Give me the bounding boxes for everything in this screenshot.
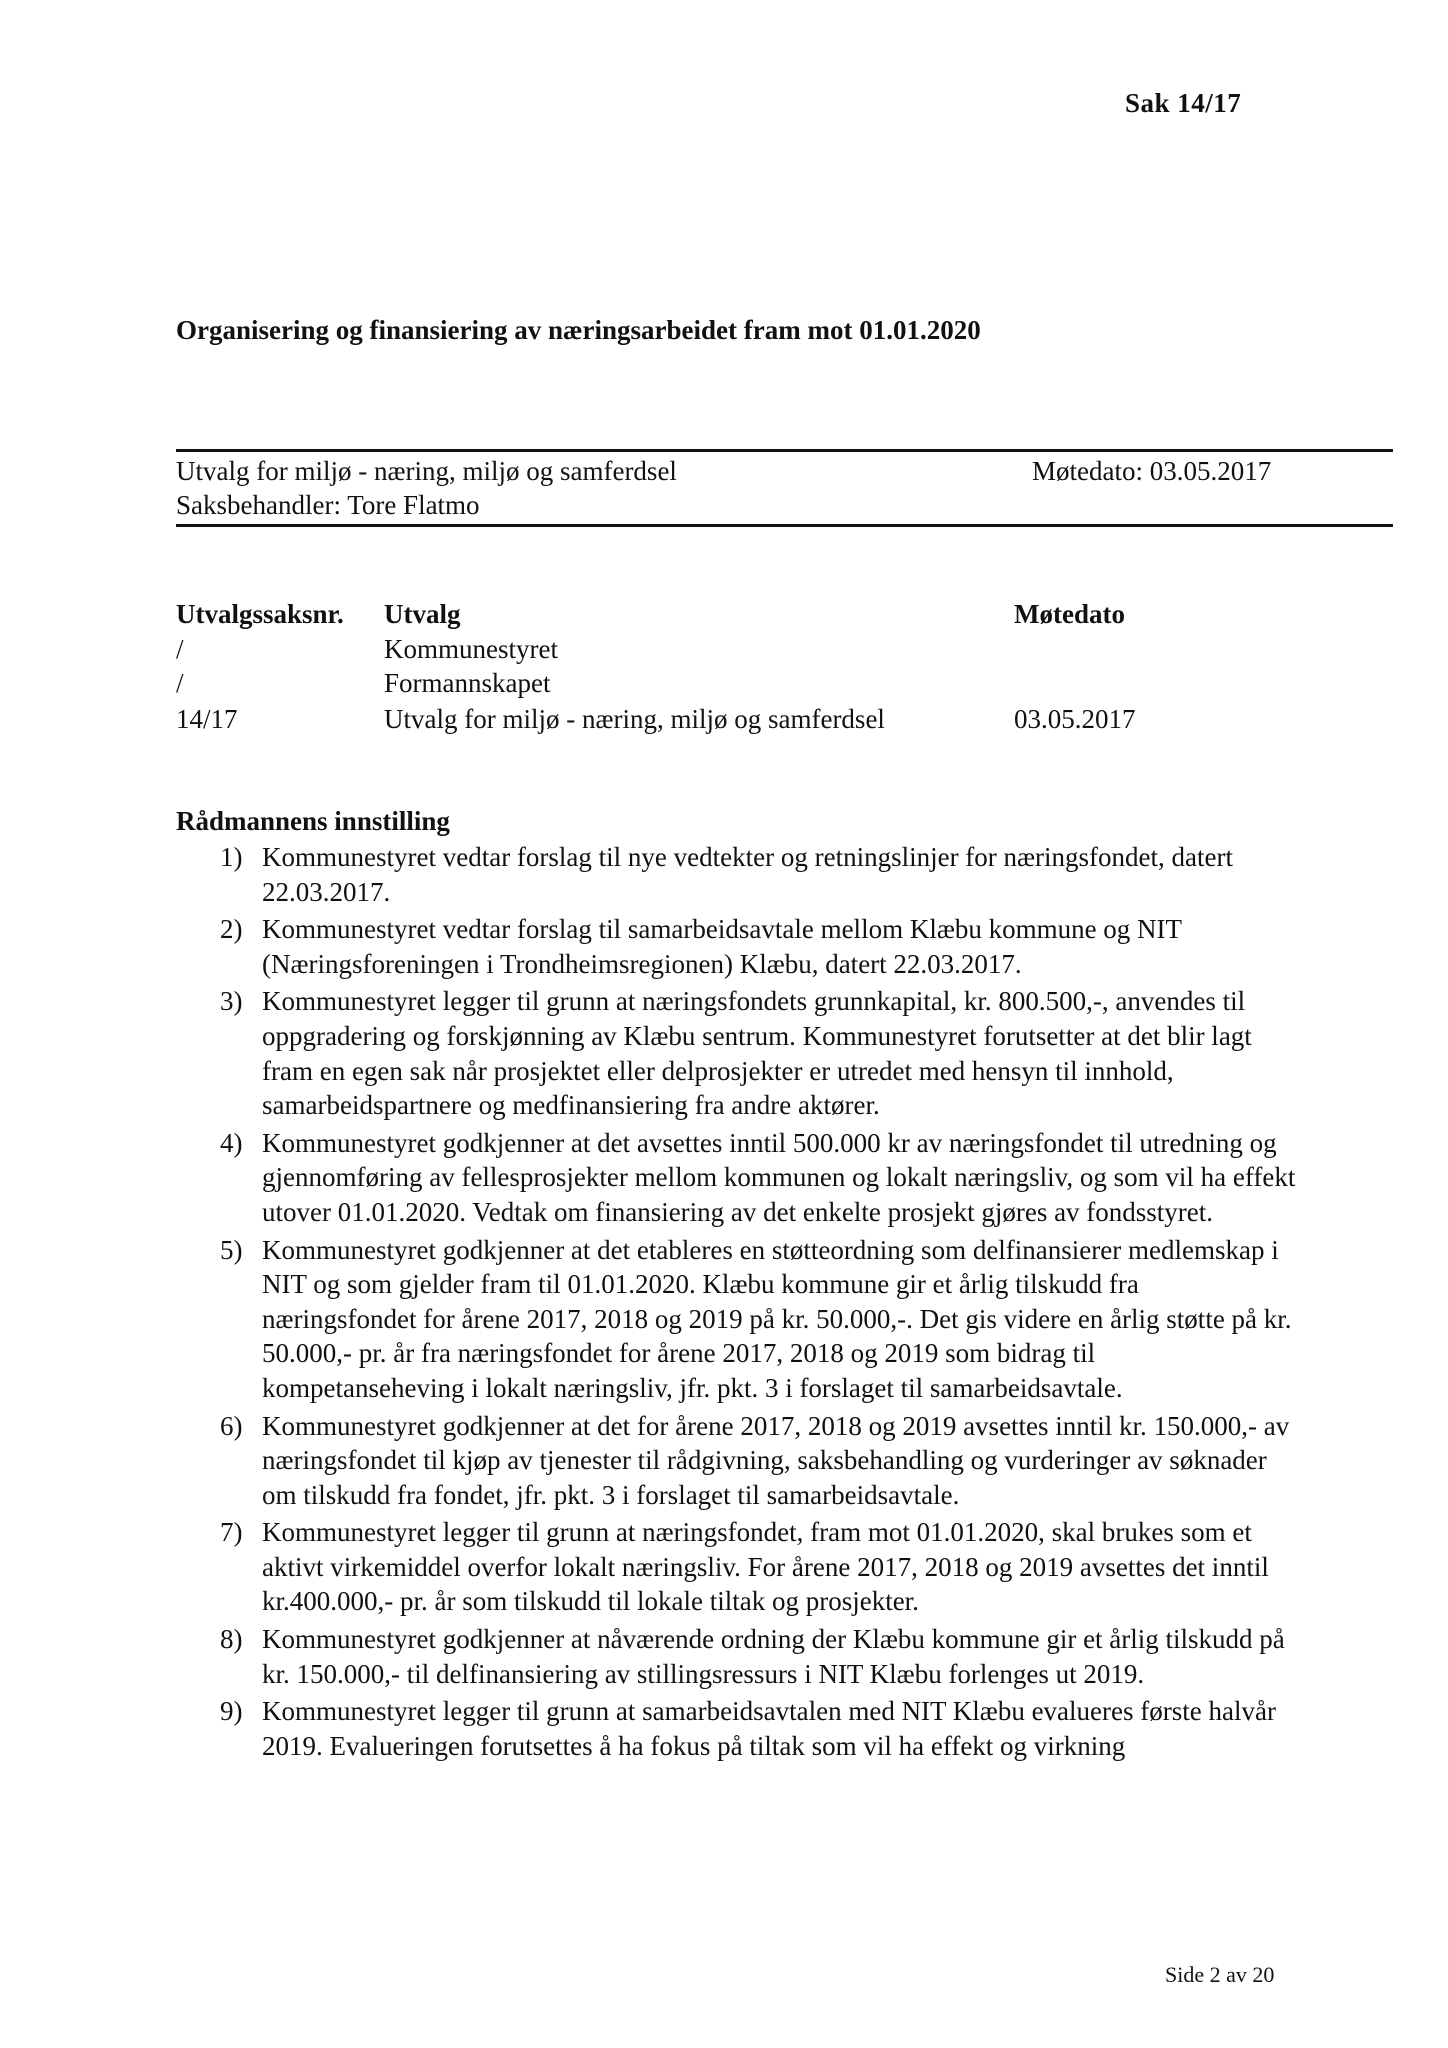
item-number: 3) — [220, 986, 243, 1017]
item-text: Kommunestyret vedtar forslag til samarbeidsavtale mellom Klæbu kommune og NIT (Næringsforeningen i Trondheimsregionen) Klæbu, datert 22.03.2017. — [262, 914, 1182, 979]
list-item — [176, 984, 1296, 1122]
table-cell-case-no: / — [176, 634, 184, 664]
table-cell-committee: Kommunestyret — [384, 634, 558, 664]
bottom-rule — [176, 524, 1393, 527]
list-item — [176, 1409, 1296, 1513]
item-text: Kommunestyret legger til grunn at næringsfondets grunnkapital, kr. 800.500,-, anvendes til oppgradering og forskjønning av Klæbu sentrum. Kommunestyret forutsetter at det blir lagt fram en egen sak når prosjektet eller delprosjekter er utredet med hensyn til innhold, samarbeidspartnere og medfinansiering fra andre aktører. — [262, 986, 1252, 1121]
table-cell-date: 03.05.2017 — [1014, 704, 1136, 734]
list-item — [176, 912, 1296, 981]
table-cell-committee: Formannskapet — [384, 668, 551, 698]
recommendation-heading: Rådmannens innstilling — [176, 806, 450, 836]
item-number: 2) — [220, 914, 243, 945]
case-officer: Saksbehandler: Tore Flatmo — [176, 490, 480, 520]
meeting-date: Møtedato: 03.05.2017 — [1032, 456, 1272, 486]
item-number: 6) — [220, 1410, 243, 1441]
list-item — [176, 840, 1296, 909]
top-rule — [176, 449, 1393, 452]
item-text: Kommunestyret godkjenner at det for årene 2017, 2018 og 2019 avsettes inntil kr. 150.000,- av næringsfondet til kjøp av tjenester til rådgivning, saksbehandling og vurderinger av søknader om tilskudd fra fondet, jfr. pkt. 3 i forslaget til samarbeidsavtale. — [262, 1410, 1290, 1510]
table-cell-case-no: 14/17 — [176, 704, 238, 734]
item-number: 4) — [220, 1127, 243, 1158]
page-number: Side 2 av 20 — [1165, 1962, 1275, 1987]
recommendation-list — [176, 840, 1296, 1766]
table-cell-case-no: / — [176, 668, 184, 698]
list-item — [176, 1694, 1296, 1763]
item-text: Kommunestyret legger til grunn at samarbeidsavtalen med NIT Klæbu evalueres første halvår 2019. Evalueringen forutsettes å ha fokus på tiltak som vil ha effekt og virkning — [262, 1696, 1276, 1761]
item-number: 9) — [220, 1696, 243, 1727]
item-number: 5) — [220, 1234, 243, 1265]
item-text: Kommunestyret godkjenner at det avsettes inntil 500.000 kr av næringsfondet til utredning og gjennomføring av fellesprosjekter mellom kommunen og lokalt næringsliv, og som vil ha effekt utover 01.01.2020. Vedtak om finansiering av det enkelte prosjekt gjøres av fondsstyret. — [262, 1127, 1296, 1227]
item-text: Kommunestyret vedtar forslag til nye vedtekter og retningslinjer for næringsfondet, datert 22.03.2017. — [262, 842, 1233, 907]
column-header-case-no: Utvalgssaksnr. — [176, 599, 344, 629]
item-number: 1) — [220, 842, 243, 872]
table-cell-committee: Utvalg for miljø - næring, miljø og samferdsel — [384, 704, 885, 734]
case-number: Sak 14/17 — [1125, 88, 1242, 118]
committee-name: Utvalg for miljø - næring, miljø og samferdsel — [176, 456, 677, 486]
column-header-committee: Utvalg — [384, 599, 461, 629]
document-title: Organisering og finansiering av næringsarbeidet fram mot 01.01.2020 — [176, 315, 981, 345]
list-item — [176, 1233, 1296, 1406]
list-item — [176, 1622, 1296, 1691]
item-number: 7) — [220, 1517, 243, 1548]
list-item — [176, 1126, 1296, 1230]
item-number: 8) — [220, 1624, 243, 1655]
item-text: Kommunestyret godkjenner at det etableres en støtteordning som delfinansierer medlemskap i NIT og som gjelder fram til 01.01.2020. Klæbu kommune gir et årlig tilskudd fra næringsfondet for årene 2017, 2018 og 2019 på kr. 50.000,-. Det gis videre en årlig støtte på kr. 50.000,- pr. år fra næringsfondet for årene 2017, 2018 og 2019 som bidrag til kompetanseheving i lokalt næringsliv, jfr. pkt. 3 i forslaget til samarbeidsavtale. — [262, 1234, 1292, 1403]
item-text: Kommunestyret godkjenner at nåværende ordning der Klæbu kommune gir et årlig tilskudd på kr. 150.000,- til delfinansiering av stillingsressurs i NIT Klæbu forlenges ut 2019. — [262, 1624, 1285, 1689]
list-item — [176, 1515, 1296, 1619]
item-text: Kommunestyret legger til grunn at næringsfondet, fram mot 01.01.2020, skal brukes som et aktivt virkemiddel overfor lokalt næringsliv. For årene 2017, 2018 og 2019 avsettes det inntil kr.400.000,- pr. år som tilskudd til lokale tiltak og prosjekter. — [262, 1517, 1269, 1617]
column-header-date: Møtedato — [1014, 599, 1125, 629]
